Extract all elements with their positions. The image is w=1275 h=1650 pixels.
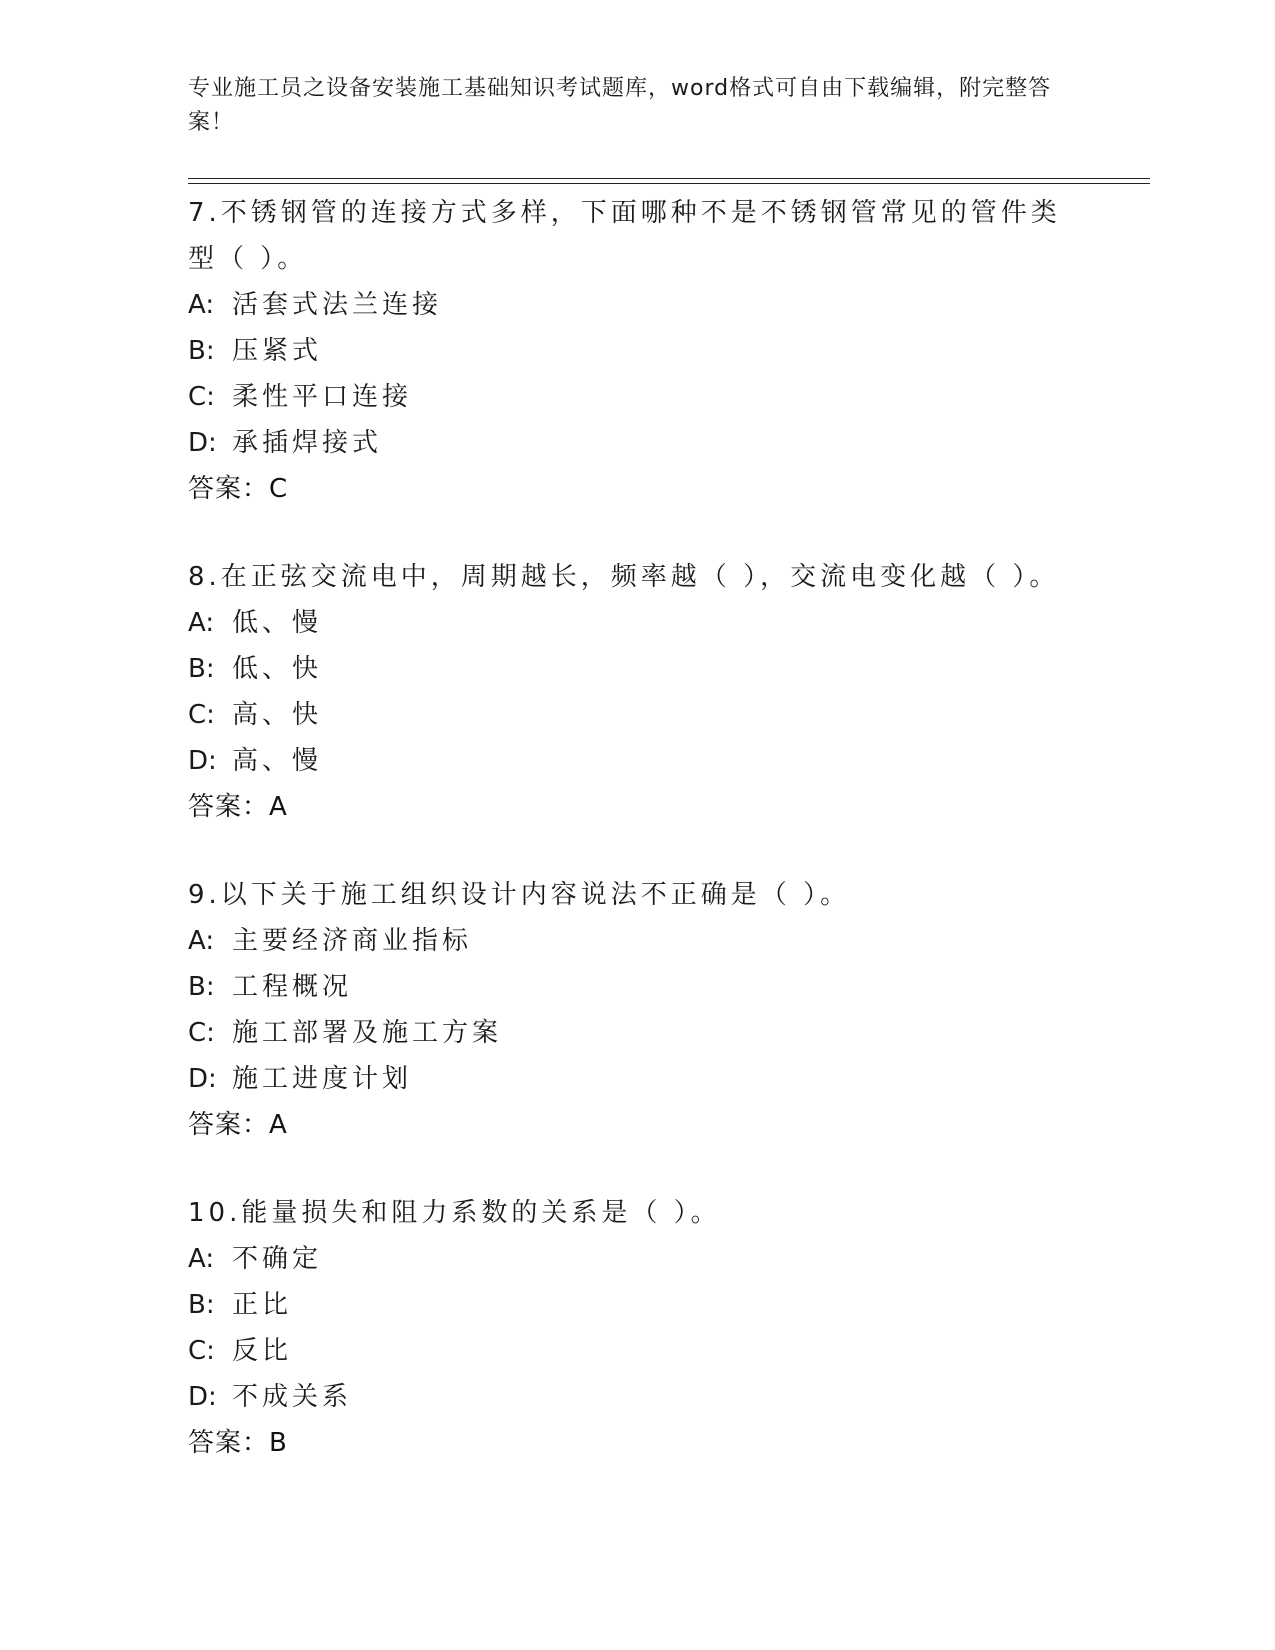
option-text: 高、快 (232, 700, 323, 730)
option-c (188, 1328, 1088, 1374)
option-letter: B: (188, 1290, 215, 1320)
option-letter: B: (188, 654, 215, 684)
option-text: 反比 (232, 1336, 293, 1366)
option-text: 正比 (232, 1290, 293, 1320)
option-letter: C: (188, 1018, 215, 1048)
option-text: 低、慢 (232, 608, 323, 638)
answer-line: 答案：C (188, 474, 289, 504)
option-letter: A: (188, 1244, 215, 1274)
answer-line: 答案：A (188, 1110, 288, 1140)
option-letter: A: (188, 926, 215, 956)
question-7 (188, 190, 1088, 512)
option-b (188, 646, 1088, 692)
option-c (188, 1010, 1088, 1056)
question-text: 10.能量损失和阻力系数的关系是（ ）。 (188, 1198, 721, 1228)
question-text: 7.不锈钢管的连接方式多样，下面哪种不是不锈钢管常见的管件类型（ ）。 (188, 198, 1061, 274)
option-b (188, 328, 1088, 374)
option-text: 低、快 (232, 654, 323, 684)
option-text: 活套式法兰连接 (232, 290, 443, 320)
option-b (188, 964, 1088, 1010)
option-a (188, 1236, 1088, 1282)
option-text: 工程概况 (232, 972, 353, 1002)
option-d (188, 420, 1088, 466)
option-d (188, 1374, 1088, 1420)
question-10 (188, 1190, 1088, 1466)
question-list (188, 190, 1088, 1508)
option-text: 施工部署及施工方案 (232, 1018, 503, 1048)
option-text: 主要经济商业指标 (232, 926, 473, 956)
option-c (188, 692, 1088, 738)
option-d (188, 738, 1088, 784)
option-letter: C: (188, 382, 215, 412)
option-letter: C: (188, 700, 215, 730)
question-text: 9.以下关于施工组织设计内容说法不正确是（ ）。 (188, 880, 851, 910)
question-text: 8.在正弦交流电中，周期越长，频率越（ ），交流电变化越（ ）。 (188, 562, 1060, 592)
option-text: 压紧式 (232, 336, 323, 366)
answer-line: 答案：A (188, 792, 288, 822)
option-b (188, 1282, 1088, 1328)
answer-line: 答案：B (188, 1428, 288, 1458)
option-letter: D: (188, 1382, 217, 1412)
option-text: 柔性平口连接 (232, 382, 413, 412)
option-a (188, 282, 1088, 328)
option-letter: B: (188, 972, 215, 1002)
option-text: 高、慢 (232, 746, 323, 776)
option-a (188, 918, 1088, 964)
option-letter: D: (188, 428, 217, 458)
option-text: 施工进度计划 (232, 1064, 413, 1094)
header-divider-top (188, 178, 1150, 179)
option-text: 承插焊接式 (232, 428, 383, 458)
option-c (188, 374, 1088, 420)
option-letter: D: (188, 1064, 217, 1094)
option-letter: D: (188, 746, 217, 776)
option-letter: A: (188, 608, 215, 638)
question-9 (188, 872, 1088, 1148)
option-letter: B: (188, 336, 215, 366)
document-header: 专业施工员之设备安装施工基础知识考试题库，word格式可自由下载编辑，附完整答案！ (188, 76, 1052, 135)
option-letter: C: (188, 1336, 215, 1366)
question-8 (188, 554, 1088, 830)
option-text: 不确定 (232, 1244, 323, 1274)
option-d (188, 1056, 1088, 1102)
header-divider-bottom (188, 183, 1150, 184)
option-text: 不成关系 (232, 1382, 353, 1412)
option-letter: A: (188, 290, 215, 320)
option-a (188, 600, 1088, 646)
